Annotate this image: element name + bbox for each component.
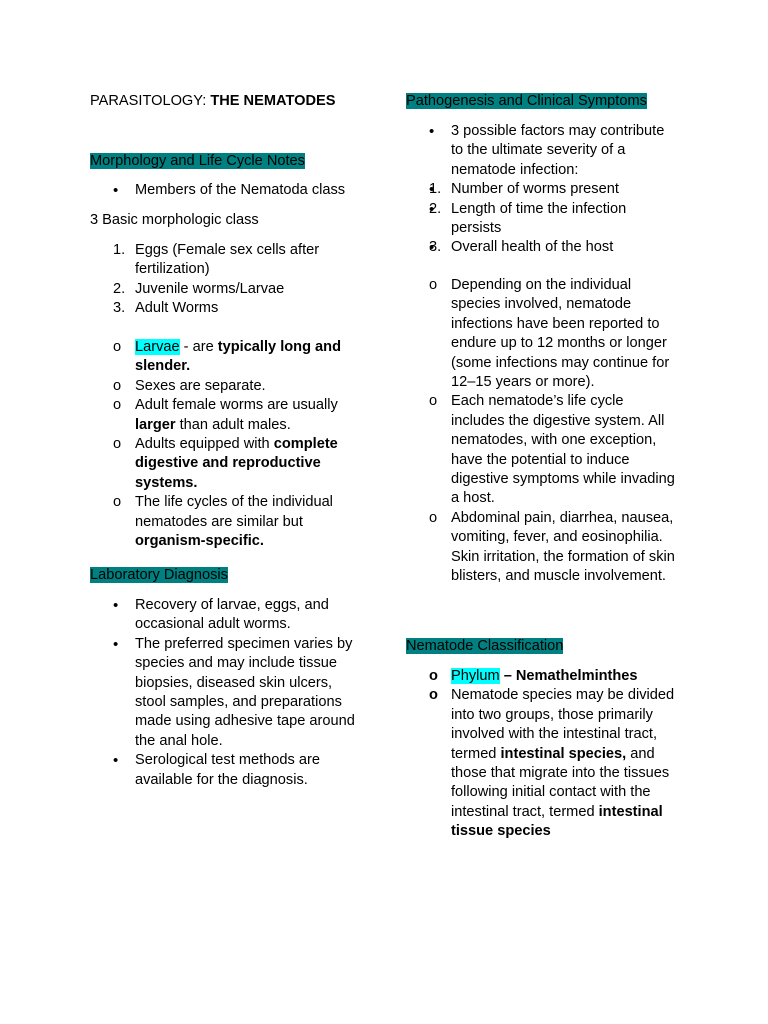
factors-list xyxy=(406,180,678,258)
list-item: • The preferred specimen varies by species and may include tissue biopsies, diseased skin ulcers, stool samples, and preparations made using adhesive tape around the anal hole. xyxy=(90,635,365,751)
list-item: • 3 possible factors may contribute to the ultimate severity of a nematode infection: • 1. Number of worms present • 2. Length of time the infection persists • 3. Overall health of the host xyxy=(406,122,678,258)
note-sexes: o Sexes are separate. xyxy=(90,377,360,396)
list-item: o Each nematode’s life cycle includes the digestive system. All nematodes, with one exception, have the potential to induce digestive symptoms while invading a host. xyxy=(406,392,681,508)
classification-heading-text: Nematode Classification xyxy=(406,638,564,654)
list-item: 2. Juvenile worms/Larvae xyxy=(113,280,285,297)
basic-class-label: 3 Basic morphologic class xyxy=(90,212,259,228)
classification-notes xyxy=(406,667,684,842)
note-female: o Adult female worms are usually larger than adult males. xyxy=(90,396,360,435)
lab-diagnosis-heading xyxy=(90,566,370,585)
lab-diagnosis-heading-text: Laboratory Diagnosis xyxy=(90,567,228,583)
title-prefix: PARASITOLOGY: xyxy=(90,93,211,109)
pathogenesis-heading xyxy=(406,92,696,111)
classification-heading xyxy=(406,637,696,656)
factors-bullets xyxy=(406,122,678,258)
list-item: • Members of the Nematoda class xyxy=(90,181,370,200)
page-title xyxy=(90,92,370,111)
morphology-heading-text: Morphology and Life Cycle Notes xyxy=(90,153,305,169)
class-list xyxy=(90,241,340,319)
list-item: 1. Eggs (Female sex cells after fertilization) xyxy=(113,242,320,278)
morphology-bullets xyxy=(90,181,370,200)
title-bold: THE NEMATODES xyxy=(210,93,336,109)
list-item: • 1. Number of worms present xyxy=(406,180,678,199)
morphology-notes xyxy=(90,338,360,551)
morphology-heading xyxy=(90,152,370,171)
note-cycles: o The life cycles of the individual nematodes are similar but organism-specific. xyxy=(90,493,360,551)
pathogenesis-notes xyxy=(406,276,681,587)
note-adults: o Adults equipped with complete digestive and reproductive systems. xyxy=(90,435,360,493)
list-item: • 2. Length of time the infection persists xyxy=(406,200,678,239)
list-item: • 3. Overall health of the host xyxy=(406,238,678,257)
list-item: o Depending on the individual species involved, nematode infections have been reported to endure up to 12 months or longer (some infections may continue for 12–15 years or more). xyxy=(406,276,681,392)
list-item: o Abdominal pain, diarrhea, nausea, vomiting, fever, and eosinophilia. Skin irritation, the formation of skin blisters, and muscle involvement. xyxy=(406,509,681,587)
note-species-groups: o Nematode species may be divided into two groups, those primarily involved with the intestinal tract, termed intestinal species, and those that migrate into the tissues following initial contact with the intestinal tract, termed intestinal tissue species xyxy=(406,686,684,841)
list-item: • Recovery of larvae, eggs, and occasional adult worms. xyxy=(90,596,365,635)
pathogenesis-heading-text: Pathogenesis and Clinical Symptoms xyxy=(406,93,647,109)
list-item: 3. Adult Worms xyxy=(113,300,219,317)
list-item: • Serological test methods are available for the diagnosis. xyxy=(90,751,365,790)
note-larvae: o Larvae - are typically long and slender. xyxy=(90,338,360,377)
lab-diagnosis-list xyxy=(90,596,365,790)
note-phylum: o Phylum – Nemathelminthes xyxy=(406,667,684,686)
